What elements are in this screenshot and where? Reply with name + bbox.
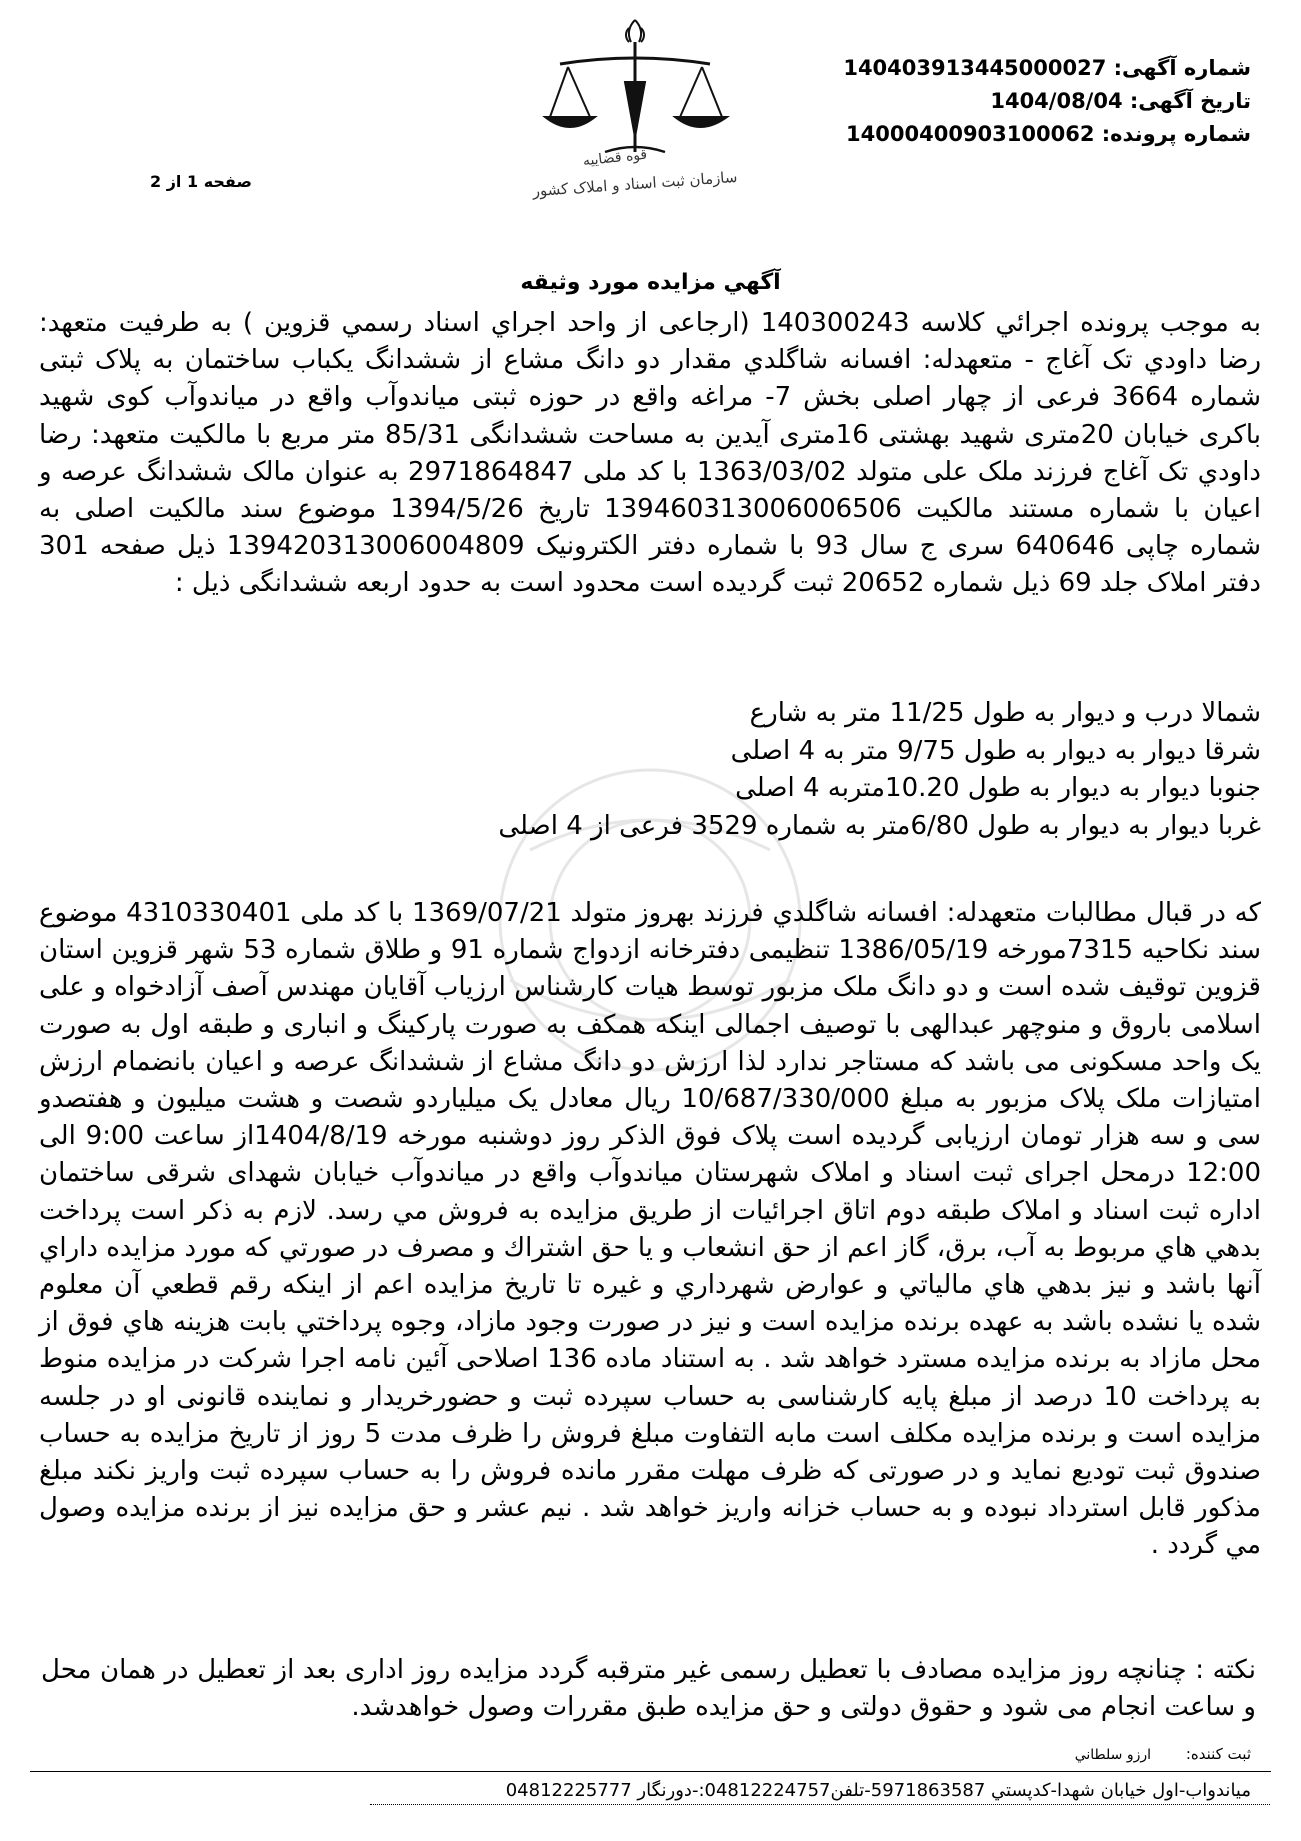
office-address: مياندواب-اول خيابان شهدا-کدپستي 5971863587-تلفن04812224757:-دورنگار 04812225777 [505, 1780, 1251, 1801]
judiciary-scales-logo [530, 12, 740, 232]
auction-note: نکته : چنانچه روز مزايده مصادف با تعطيل رسمی غير مترقبه گردد مزايده روز اداری بعد از تعطيل در همان محل و ساعت انجام می شود و حقوق دولتی و حق مزايده طبق مقررات وصول خواهدشد. [41, 1655, 1256, 1722]
case-number-row [831, 118, 1251, 151]
paragraph-auction-terms: که در قبال مطالبات متعهدله: افسانه شاگلدي فرزند بهروز متولد 1369/07/21 با کد ملی 4310330401 موضوع سند نکاحيه 7315مورخه 1386/05/19 تنظيمی دفترخانه ازدواج شماره 91 و طلاق شماره 53 شهر قزوين استان قزوين توقيف شده است و دو دانگ ملک مزبور توسط هيات کارشناس ارزياب آقايان مهندس آصف آزادخواه و علی اسلامی باروق و منوچهر عبدالهی با توصيف اجمالی اينکه همکف به صورت پارکينگ و انباری و طبقه اول به صورت يک واحد مسکونی می باشد که مستاجر ندارد لذا ارزش دو دانگ مشاع از ششدانگ عرصه و اعيان بانضمام ارزش امتيازات ملک پلاک مزبور به مبلغ 10/687/330/000 ريال معادل يک ميلياردو شصت و هشت ميليون و هفتصدو سی و سه هزار تومان ارزيابی گرديده است پلاک فوق الذکر روز دوشنبه مورخه 1404/8/19از ساعت 9:00 الی 12:00 درمحل اجرای ثبت اسناد و املاک شهرستان مياندوآب واقع در مياندوآب خيابان شهدای شرقی ساختمان اداره ثبت اسناد و املاک طبقه دوم اتاق اجرائيات از طريق مزايده به فروش مي رسد. لازم به ذکر است پرداخت بدهي هاي مربوط به آب، برق، گاز اعم از حق انشعاب و يا حق اشتراك و مصرف در صورتي که مورد مزايده داراي آنها باشد و نيز بدهي هاي مالياتي و عوارض شهرداري و غيره تا تاريخ مزايده اعم از اينکه رقم قطعي آن معلوم شده يا نشده باشد به عهده برنده مزايده است و نيز در صورت وجود مازاد، وجوه پرداختي بابت هزينه هاي فوق از محل مازاد به برنده مزايده مسترد خواهد شد . به استناد ماده 136 اصلاحی آئين نامه اجرا شرکت در مزايده منوط به پرداخت 10 درصد از مبلغ پايه کارشناسی به حساب سپرده ثبت و حضورخريدار و نماينده قانونی او در جلسه مزايده است و برنده مزايده مکلف است مابه التفاوت مبلغ فروش را ظرف مدت 5 روز از تاريخ مزايده به حساب صندوق ثبت توديع نمايد و در صورتی که ظرف مهلت مقرر مانده فروش را به حساب سپرده ثبت واريز نکند مبلغ مذکور قابل استرداد نبوده و به حساب خزانه واريز خواهد شد . نيم عشر و حق مزايده نيز از برنده مزايده وصول مي گردد . [39, 898, 1261, 1561]
boundary-south: جنوبا ديوار به ديوار به طول 10.20متربه 4 اصلی [735, 773, 1261, 803]
footer-divider [30, 1771, 1271, 1772]
notice-number-label: شماره آگهی: [1113, 56, 1251, 80]
case-number-label: شماره پرونده: [1101, 122, 1251, 146]
case-number: 14000400903100062 [846, 122, 1095, 146]
notice-date: 1404/08/04 [990, 89, 1123, 113]
notice-metadata [831, 52, 1251, 151]
property-boundaries [261, 695, 1261, 845]
address-underline [370, 1804, 1270, 1805]
boundary-east: شرقا ديوار به ديوار به طول 9/75 متر به 4 اصلی [730, 735, 1261, 766]
notice-number-row [831, 52, 1251, 85]
boundary-west: غربا ديوار به ديوار به طول 6/80متر به شماره 3529 فرعی از 4 اصلی [498, 810, 1261, 841]
registrar-name: ارزو سلطاني [1074, 1747, 1152, 1763]
registrar [1075, 1745, 1251, 1763]
logo-org-line1: قوه قضاییه [582, 146, 648, 170]
registrar-label: ثبت کننده: [1185, 1745, 1251, 1763]
logo-org-line2: سازمان ثبت اسناد و املاک کشور [532, 167, 738, 201]
page-indicator: صفحه 1 از 2 [150, 172, 252, 191]
notice-date-row [831, 85, 1251, 118]
paragraph-property-description: به موجب پرونده اجرائي كلاسه 140300243 (ارجاعی از واحد اجراي اسناد رسمي قزوين ) به طرفيت متعهد: رضا داودي تک آغاج - متعهدله: افسانه شاگلدي مقدار دو دانگ مشاع از ششدانگ يکباب ساختمان به پلاک ثبتی شماره 3664 فرعی از چهار اصلی بخش 7- مراغه واقع در حوزه ثبتی مياندوآب واقع در مياندوآب کوی شهيد باکری خيابان 20متری شهيد بهشتی 16متری آيدين به مساحت ششدانگی 85/31 متر مربع با مالكيت متعهد: رضا داودي تک آغاج فرزند ملک علی متولد 1363/03/02 با کد ملی 2971864847 به عنوان مالک ششدانگ عرصه و اعيان با شماره مستند مالکيت 139460313006006506 تاريخ 1394/5/26 موضوع سند مالکيت اصلی به شماره چاپی 640646 سری ج سال 93 با شماره دفتر الکترونيک 139420313006004809 ذيل صفحه 301 دفتر املاک جلد 69 ذيل شماره 20652 ثبت گرديده است محدود است به حدود اربعه ششدانگی ذيل : [39, 308, 1262, 599]
notice-date-label: تاریخ آگهی: [1129, 89, 1251, 113]
boundary-north: شمالا درب و ديوار به طول 11/25 متر به شارع [749, 698, 1261, 728]
notice-title: آگهي مزايده مورد وثيقه [520, 270, 781, 295]
notice-number: 140403913445000027 [843, 56, 1107, 80]
